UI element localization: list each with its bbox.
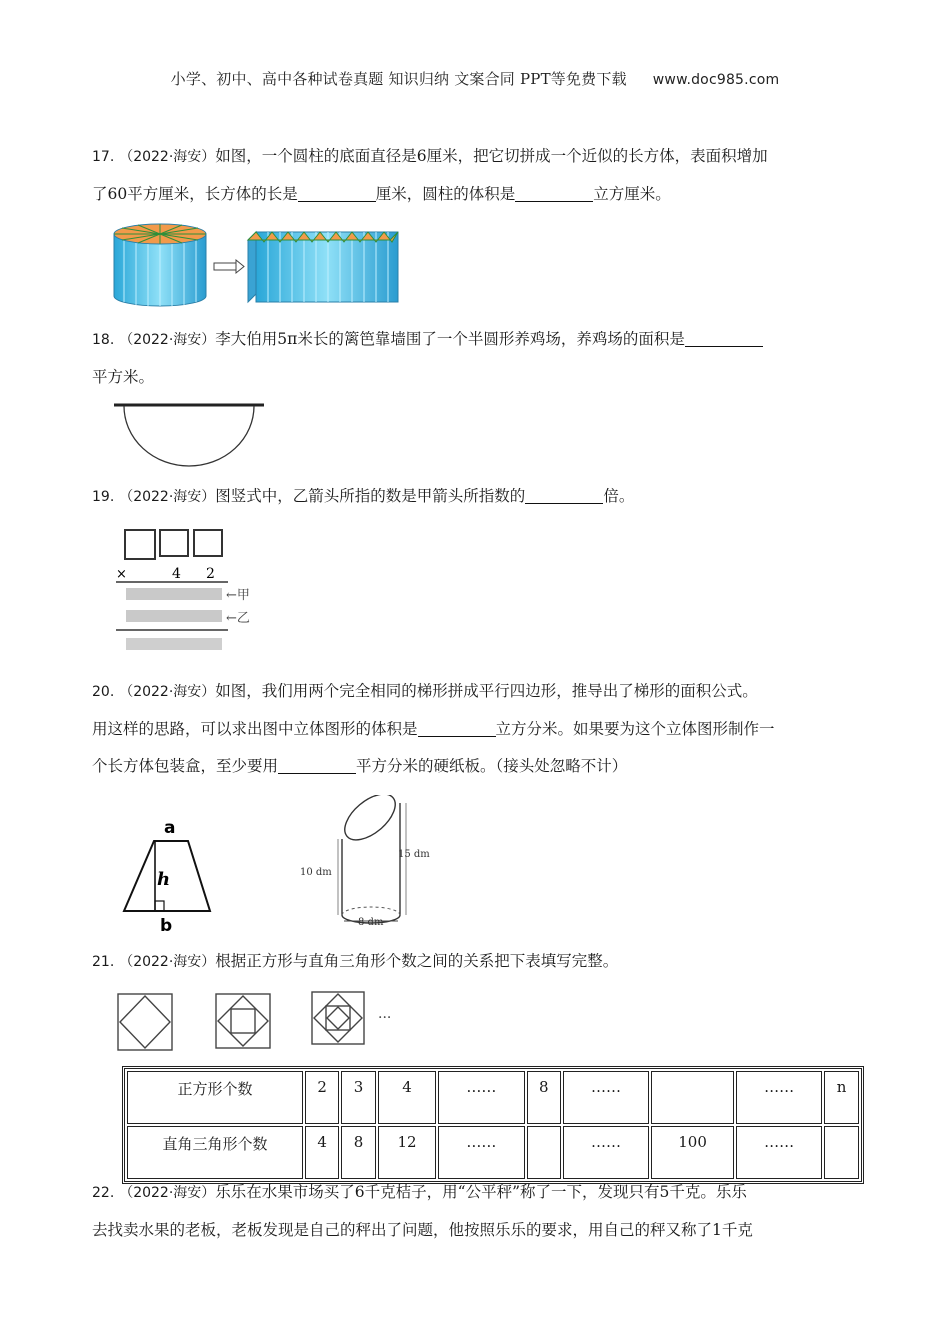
question-18 [92, 321, 864, 396]
squares-cell-4: …… [438, 1071, 524, 1124]
squares-cell-5: 8 [527, 1071, 561, 1124]
q20-line2 [92, 711, 864, 748]
triangles-cell-7: 100 [651, 1126, 734, 1179]
triangles-cell-1: 4 [305, 1126, 339, 1179]
page-header [0, 68, 950, 89]
q20-blank-1[interactable] [418, 718, 496, 737]
q20-number: 20. [92, 684, 115, 700]
q20-cut-cylinder-figure [298, 795, 448, 933]
squares-cell-2: 3 [341, 1071, 375, 1124]
q17-text3: 厘米，圆柱的体积是 [375, 185, 516, 203]
q17-blank-1[interactable] [298, 183, 376, 202]
question-17 [92, 138, 864, 213]
q19-times-sign: × [116, 567, 127, 582]
q22-source: （2022·海安） [119, 1185, 216, 1201]
q18-line1 [92, 321, 864, 359]
q20-line1 [92, 673, 864, 711]
q19-blank-1[interactable] [525, 485, 603, 504]
question-20 [92, 673, 864, 785]
squares-cell-3: 4 [378, 1071, 437, 1124]
q20-trapezoid-figure [118, 815, 218, 935]
triangles-cell-9[interactable] [824, 1126, 859, 1179]
q22-text2: 去找卖水果的老板，老板发现是自己的秤出了问题，他按照乐乐的要求，用自己的秤又称了1千克 [92, 1221, 753, 1239]
triangles-cell-3: 12 [378, 1126, 437, 1179]
q22-line2 [92, 1212, 864, 1249]
table-row-triangles [127, 1126, 859, 1179]
q19-digit-2: 2 [206, 566, 215, 582]
q21-table [122, 1066, 864, 1184]
header-text: 小学、初中、高中各种试卷真题 知识归纳 文案合同 PPT等免费下载 [170, 70, 627, 88]
question-22 [92, 1174, 864, 1249]
q20-text4: 个长方体包装盒，至少要用 [92, 757, 279, 775]
q17-text2: 了60平方厘米，长方体的长是 [92, 185, 298, 203]
question-19 [92, 478, 864, 516]
triangles-cell-2: 8 [341, 1126, 375, 1179]
q19-digit-4: 4 [172, 566, 181, 582]
q19-line1 [92, 478, 864, 516]
q22-line1 [92, 1174, 864, 1212]
q17-text1: 如图，一个圆柱的底面直径是6厘米，把它切拼成一个近似的长方体，表面积增加 [215, 147, 768, 165]
q21-source: （2022·海安） [119, 954, 216, 970]
q20-text1: 如图，我们用两个完全相同的梯形拼成平行四边形，推导出了梯形的面积公式。 [215, 682, 758, 700]
q17-line2 [92, 176, 864, 213]
squares-cell-7[interactable] [651, 1071, 734, 1124]
question-21 [92, 943, 864, 981]
q20-blank-2[interactable] [278, 755, 356, 774]
q19-text2: 倍。 [603, 487, 635, 505]
q18-source: （2022·海安） [119, 332, 216, 348]
q18-line2 [92, 359, 864, 396]
q17-source: （2022·海安） [119, 149, 216, 165]
q18-text1: 李大伯用5π米长的篱笆靠墙围了一个半圆形养鸡场，养鸡场的面积是 [215, 330, 685, 348]
q17-blank-2[interactable] [515, 183, 593, 202]
row-label-squares: 正方形个数 [127, 1071, 303, 1124]
triangles-cell-4: …… [438, 1126, 524, 1179]
q17-line1 [92, 138, 864, 176]
squares-cell-8: …… [736, 1071, 822, 1124]
squares-cell-6: …… [563, 1071, 649, 1124]
q21-line1 [92, 943, 864, 981]
header-site: www.doc985.com [652, 72, 780, 88]
q17-number: 17. [92, 149, 115, 165]
q20-label-a: a [164, 818, 176, 838]
q17-text4: 立方厘米。 [593, 185, 671, 203]
q20-label-width: 8 dm [358, 917, 384, 928]
q19-arrow-yi: ←乙 [226, 611, 250, 626]
row-label-triangles: 直角三角形个数 [127, 1126, 303, 1179]
table-row-squares [127, 1071, 859, 1124]
q21-nested-squares-figure [112, 984, 406, 1056]
q20-label-left-height: 10 dm [300, 867, 332, 878]
q21-figure-dots: ··· [378, 1010, 392, 1026]
q18-number: 18. [92, 332, 115, 348]
q18-text2: 平方米。 [92, 368, 155, 386]
q20-text3: 立方分米。如果要为这个立体图形制作一 [495, 720, 775, 738]
q17-cylinder-figure [108, 220, 408, 310]
squares-cell-1: 2 [305, 1071, 339, 1124]
q21-number: 21. [92, 954, 115, 970]
q20-label-h: h [157, 869, 171, 890]
triangles-cell-5[interactable] [527, 1126, 561, 1179]
triangles-cell-8: …… [736, 1126, 822, 1179]
q19-arrow-jia: ←甲 [226, 588, 250, 603]
q20-label-b: b [160, 916, 173, 935]
squares-cell-9: n [824, 1071, 859, 1124]
q20-label-right-height: 15 dm [398, 849, 430, 860]
q20-source: （2022·海安） [119, 684, 216, 700]
q21-text1: 根据正方形与直角三角形个数之间的关系把下表填写完整。 [215, 952, 619, 970]
q20-text5: 平方分米的硬纸板。（接头处忽略不计） [356, 757, 628, 775]
q19-number: 19. [92, 489, 115, 505]
q18-semicircle-figure [110, 398, 270, 472]
q20-line3 [92, 748, 864, 785]
q18-blank-1[interactable] [685, 328, 763, 347]
q22-number: 22. [92, 1185, 115, 1201]
q19-text1: 图竖式中，乙箭头所指的数是甲箭头所指数的 [215, 487, 526, 505]
triangles-cell-6: …… [563, 1126, 649, 1179]
q22-text1: 乐乐在水果市场买了6千克桔子，用“公平秤”称了一下，发现只有5千克。乐乐 [215, 1183, 747, 1201]
q20-text2: 用这样的思路，可以求出图中立体图形的体积是 [92, 720, 418, 738]
q19-source: （2022·海安） [119, 489, 216, 505]
q19-vertical-calc-figure [112, 522, 272, 660]
